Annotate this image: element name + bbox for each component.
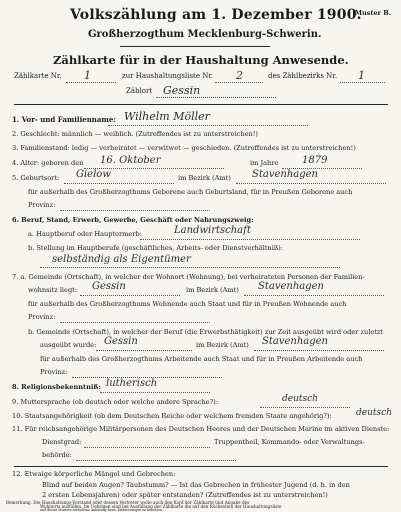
row-unit-label: Truppentheil, Kommando- oder Verwaltungs- — [214, 438, 365, 446]
district-number-label: des Zählbezirks Nr. — [268, 72, 338, 80]
card-number-value: 1 — [84, 69, 91, 82]
row-residence-note: für außerhalb des Großherzogthums Wohnende auch Staat und für in Preußen Wohnende auch — [28, 300, 347, 308]
remark-line-3: und dieses Musters enthaltene Anleitung bezw. Erläuterungen zu beachten. — [40, 508, 163, 512]
row-citizenship-label: 10. Staatsangehörigkeit (ob dem Deutschen Reiche oder welchem fremden Staate angehörig?): — [12, 412, 332, 420]
row-residence-value: Gessin — [92, 281, 126, 292]
row-residence-district-label: im Bezirk (Amt) — [186, 286, 239, 294]
row-residence-district-value: Stavenhagen — [258, 281, 325, 292]
row-birthdistrict-label: im Bezirk (Amt) — [178, 174, 231, 182]
row-birthprovince-line — [60, 210, 210, 211]
row-sex: 2. Geschlecht: männlich — weiblich. (Zutreffendes ist zu unterstreichen!) — [12, 130, 258, 138]
state-subtitle: Großherzogthum Mecklenburg-Schwerin. — [88, 29, 322, 40]
row-citizenship-value: deutsch — [356, 408, 392, 418]
row-name-value: Wilhelm Möller — [124, 110, 210, 123]
row-mainjob-value: Landwirtschaft — [174, 225, 251, 236]
row-workplace-line — [96, 350, 192, 351]
row-residence-label: 7. a. Gemeinde (Ortschaft), in welcher der Wohnort (Wohnung), bei verheirateten Personen der Familien- — [12, 273, 365, 281]
row-workplace-exercised: ausgeübt wurde: — [40, 341, 97, 349]
form-pattern-label: Muster B. — [354, 9, 391, 17]
row-language-line — [260, 407, 350, 408]
row-occupation-heading: 6. Beruf, Stand, Erwerb, Gewerbe, Geschäft oder Nahrungszweig: — [12, 216, 254, 224]
row-military-label: 11. Für reichsangehörige Militärpersonen des Deutschen Heeres und der Deutschen Marine im aktiven Dienste: — [12, 425, 390, 433]
row-mainjob-label: a. Hauptberuf oder Hauptermerb: — [28, 230, 142, 238]
row-birthdate-value: 16. Oktober — [100, 155, 161, 166]
district-number-value: 1 — [358, 69, 365, 82]
row-language-label: 9. Muttersprache (ob deutsch oder welche andere Sprache?): — [12, 398, 219, 406]
row-rank-line — [84, 447, 210, 448]
row-workplace-province-label: Provinz: — [40, 368, 68, 376]
row-workplace-district-line — [254, 350, 384, 351]
row-birthyear-value: 1879 — [302, 155, 328, 166]
row-birthyear-label: im Jahre — [250, 159, 279, 167]
row-residence-seat: wohnsitz liegt: — [28, 286, 78, 294]
remark-line-1: Bemerkung. Die Haushaltungs-Vorstand oder dessen Vertreter wolle auch den Kopf der Zählkarte und Angabe des — [6, 500, 250, 505]
card-number-label: Zählkarte Nr. — [14, 72, 62, 80]
list-number-label: zur Haushaltungsliste Nr. — [122, 72, 214, 80]
row-workplace-district-value: Stavenhagen — [262, 336, 329, 347]
row-mainjob-line — [140, 239, 360, 240]
header-divider — [120, 46, 270, 47]
row-position-label: b. Stellung im Hauptberufe (geschäftliches, Arbeits- oder Dienstverhältniß): — [28, 244, 284, 252]
row-residence-province-line — [60, 322, 210, 323]
row-religion-label: 8. Religionsbekenntniß: — [12, 383, 101, 391]
row-workplace-label: b. Gemeinde (Ortschaft), in welcher der Beruf (die Erwerbsthätigkeit) zur Zeit ausgeübt wird oder zuletzt — [28, 328, 384, 336]
card-heading: Zählkarte für in der Haushaltung Anwesende. — [53, 53, 349, 67]
row-birthdate-label: 4. Alter: geboren den — [12, 159, 84, 167]
remark-line-2: Wohnorts ausfüllen. Im Uebrigen sind bei Ausfüllung der Zählkarte die auf den Rückseiten der Haushaltungsliste — [40, 504, 282, 509]
place-label: Zählort — [126, 87, 153, 95]
card-number-line — [66, 82, 116, 83]
row-position-value: selbständig als Eigentümer — [52, 254, 191, 265]
row-birthplace-value: Gielow — [76, 169, 111, 180]
row-infirmity-origin: 2 ersten Lebensjahren) oder später entstanden? (Zutreffendes ist zu unterstreichen!) — [42, 491, 328, 499]
row-birthplace-label: 5. Geburtsort: — [12, 174, 60, 182]
row-religion-line — [100, 392, 210, 393]
row-birthplace-line — [64, 183, 174, 184]
district-number-line — [340, 82, 385, 83]
row-birthplace-note: für außerhalb des Großherzogthums Geborene auch Geburtsland, für in Preußen Geborene auch — [28, 188, 353, 196]
row-position-line — [40, 267, 340, 268]
list-number-line — [215, 82, 263, 83]
row-residence-district-line — [244, 295, 384, 296]
row-infirmity-label: 12. Etwaige körperliche Mängel und Gebrechen: — [12, 470, 176, 478]
row-authority-label: behörde: — [42, 451, 72, 459]
row-name-line — [108, 125, 308, 126]
row-workplace-note: für außerhalb des Großherzogthums Arbeitende auch Staat und für in Preußen Arbeitende auch — [40, 355, 363, 363]
top-rule — [14, 104, 388, 105]
row-workplace-value: Gessin — [104, 336, 138, 347]
row-language-value: deutsch — [282, 394, 318, 404]
card-title: Volkszählung am 1. Dezember 1900. — [70, 7, 362, 23]
row-religion-value: lutherisch — [106, 378, 158, 389]
place-value: Gessin — [163, 84, 201, 97]
row-birthprovince-label: Provinz: — [28, 201, 56, 209]
row-birthdistrict-value: Stavenhagen — [252, 169, 319, 180]
row-residence-line — [80, 295, 180, 296]
row-workplace-district-label: im Bezirk (Amt) — [196, 341, 249, 349]
lower-rule — [14, 466, 388, 467]
row-infirmity-question: Blind auf beiden Augen? Taubstumm? — Ist das Gebrechen in frühester Jugend (d. h. in den — [42, 481, 350, 489]
place-line — [156, 97, 276, 98]
row-residence-province-label: Provinz: — [28, 313, 56, 321]
row-rank-label: Dienstgrad: — [42, 438, 82, 446]
row-marital: 3. Familienstand: ledig — verheiratet — verwitwet — geschieden. (Zutreffendes ist zu unterstreichen!) — [12, 144, 356, 152]
list-number-value: 2 — [236, 69, 243, 82]
row-name-label: 1. Vor- und Familienname: — [12, 115, 116, 124]
row-birthdistrict-line — [236, 183, 386, 184]
row-authority-line — [76, 460, 236, 461]
